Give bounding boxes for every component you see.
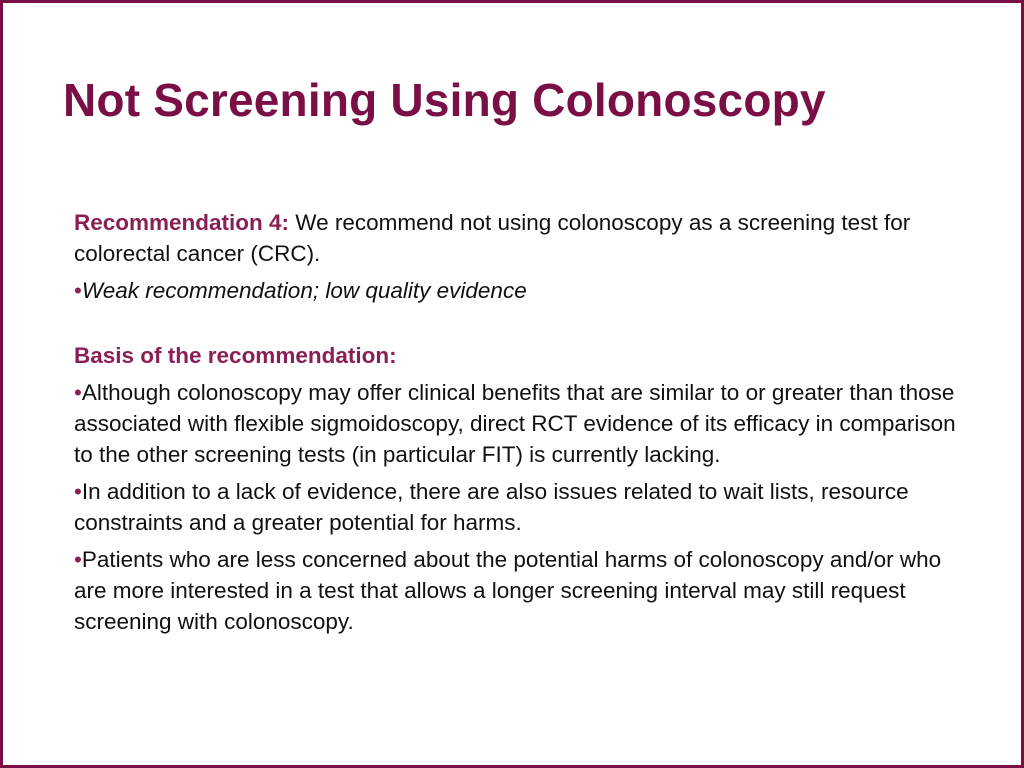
basis-bullet (74, 544, 974, 637)
bullet-icon: • (74, 380, 82, 405)
basis-heading: Basis of the recommendation: (74, 343, 397, 368)
recommendation-text: We recommend not using colonoscopy as a screening test for colorectal cancer (CRC). (74, 210, 911, 266)
recommendation-label: Recommendation 4: (74, 210, 290, 235)
bullet-icon: • (74, 278, 82, 303)
slide-content (74, 207, 974, 643)
basis-bullet-text: Although colonoscopy may offer clinical benefits that are similar to or greater than those associated with flexible sigmoidoscopy, direct RCT evidence of its efficacy in comparison to the other screening tests (in particular FIT) is currently lacking. (74, 380, 956, 467)
basis-bullet (74, 476, 974, 538)
recommendation-paragraph (74, 207, 974, 269)
bullet-icon: • (74, 479, 82, 504)
basis-bullet-text: In addition to a lack of evidence, there are also issues related to wait lists, resource constraints and a greater potential for harms. (74, 479, 909, 535)
basis-bullet-text: Patients who are less concerned about the potential harms of colonoscopy and/or who are more interested in a test that allows a longer screening interval may still request screening with colonoscopy. (74, 547, 942, 634)
strength-text: Weak recommendation; low quality evidence (81, 278, 527, 303)
section-spacer (74, 312, 974, 340)
bullet-icon: • (74, 547, 82, 572)
recommendation-strength (74, 275, 974, 306)
slide-title: Not Screening Using Colonoscopy (63, 74, 826, 126)
basis-bullet (74, 377, 974, 470)
